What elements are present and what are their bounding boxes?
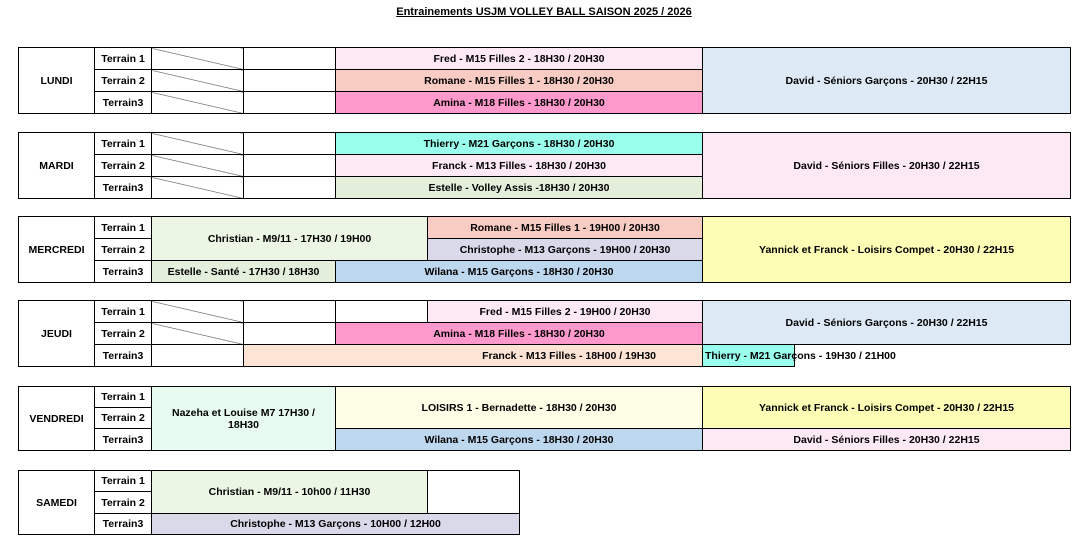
empty-cell [244, 92, 336, 114]
session-christian: Christian - M9/11 - 10h00 / 11H30 [152, 471, 428, 514]
day-block-mardi [18, 132, 1071, 199]
day-block-mercredi [18, 216, 1071, 283]
day-label: MARDI [19, 133, 95, 199]
terrain-label: Terrain3 [95, 429, 152, 451]
day-block-vendredi [18, 386, 1071, 451]
session-yannick: Yannick et Franck - Loisirs Compet - 20H30 / 22H15 [703, 217, 1071, 283]
session-david: David - Séniors Garçons - 20H30 / 22H15 [703, 301, 1071, 345]
terrain-label: Terrain 1 [95, 48, 152, 70]
session-romane: Romane - M15 Filles 1 - 19H00 / 20H30 [428, 217, 703, 239]
day-block-jeudi [18, 300, 1071, 367]
session-christophe: Christophe - M13 Garçons - 10H00 / 12H00 [152, 514, 520, 535]
terrain-label: Terrain 2 [95, 155, 152, 177]
terrain-label: Terrain 1 [95, 471, 152, 492]
empty-cell [152, 345, 244, 367]
day-label: JEUDI [19, 301, 95, 367]
terrain-label: Terrain3 [95, 92, 152, 114]
hatched-cell [152, 155, 244, 177]
session-thierry: Thierry - M21 Garçons - 19H30 / 21H00 [703, 345, 795, 367]
session-wilana: Wilana - M15 Garçons - 18H30 / 20H30 [336, 261, 703, 283]
terrain-label: Terrain 1 [95, 217, 152, 239]
terrain-label: Terrain3 [95, 261, 152, 283]
day-block-lundi [18, 47, 1071, 114]
terrain-label: Terrain3 [95, 177, 152, 199]
session-david: David - Séniors Filles - 20H30 / 22H15 [703, 133, 1071, 199]
empty-cell [336, 301, 428, 323]
empty-cell [244, 323, 336, 345]
hatched-cell [152, 133, 244, 155]
session-amina: Amina - M18 Filles - 18H30 / 20H30 [336, 323, 703, 345]
session-estelle: Estelle - Santé - 17H30 / 18H30 [152, 261, 336, 283]
empty-cell [244, 301, 336, 323]
terrain-label: Terrain3 [95, 514, 152, 535]
session-thierry: Thierry - M21 Garçons - 18H30 / 20H30 [336, 133, 703, 155]
empty-cell [428, 471, 520, 514]
empty-cell [244, 177, 336, 199]
empty-cell [244, 155, 336, 177]
day-label: MERCREDI [19, 217, 95, 283]
session-david: David - Séniors Filles - 20H30 / 22H15 [703, 429, 1071, 451]
terrain-label: Terrain 1 [95, 301, 152, 323]
empty-cell [244, 48, 336, 70]
hatched-cell [152, 48, 244, 70]
hatched-cell [152, 301, 244, 323]
session-christian: Christian - M9/11 - 17H30 / 19H00 [152, 217, 428, 261]
terrain-label: Terrain 1 [95, 133, 152, 155]
session-christophe: Christophe - M13 Garçons - 19H00 / 20H30 [428, 239, 703, 261]
session-amina: Amina - M18 Filles - 18H30 / 20H30 [336, 92, 703, 114]
empty-cell [244, 133, 336, 155]
session-romane: Romane - M15 Filles 1 - 18H30 / 20H30 [336, 70, 703, 92]
day-label: SAMEDI [19, 471, 95, 535]
terrain-label: Terrain 2 [95, 323, 152, 345]
day-label: VENDREDI [19, 387, 95, 451]
empty-cell [244, 70, 336, 92]
session-fred: Fred - M15 Filles 2 - 18H30 / 20H30 [336, 48, 703, 70]
session-loisirs: LOISIRS 1 - Bernadette - 18H30 / 20H30 [336, 387, 703, 429]
session-wilana: Wilana - M15 Garçons - 18H30 / 20H30 [336, 429, 703, 451]
terrain-label: Terrain 2 [95, 408, 152, 429]
terrain-label: Terrain 2 [95, 492, 152, 514]
hatched-cell [152, 177, 244, 199]
hatched-cell [152, 70, 244, 92]
session-david: David - Séniors Garçons - 20H30 / 22H15 [703, 48, 1071, 114]
session-franck: Franck - M13 Filles - 18H00 / 19H30 [244, 345, 703, 367]
session-estelle: Estelle - Volley Assis -18H30 / 20H30 [336, 177, 703, 199]
hatched-cell [152, 323, 244, 345]
hatched-cell [152, 92, 244, 114]
terrain-label: Terrain3 [95, 345, 152, 367]
terrain-label: Terrain 2 [95, 70, 152, 92]
session-fred: Fred - M15 Filles 2 - 19H00 / 20H30 [428, 301, 703, 323]
terrain-label: Terrain 1 [95, 387, 152, 408]
terrain-label: Terrain 2 [95, 239, 152, 261]
page-title: Entrainements USJM VOLLEY BALL SAISON 2025 / 2026 [396, 6, 692, 18]
session-franck: Franck - M13 Filles - 18H30 / 20H30 [336, 155, 703, 177]
session-nazeha: Nazeha et Louise M7 17H30 / 18H30 [152, 387, 336, 451]
session-yannick: Yannick et Franck - Loisirs Compet - 20H30 / 22H15 [703, 387, 1071, 429]
day-label: LUNDI [19, 48, 95, 114]
day-block-samedi [18, 470, 520, 535]
